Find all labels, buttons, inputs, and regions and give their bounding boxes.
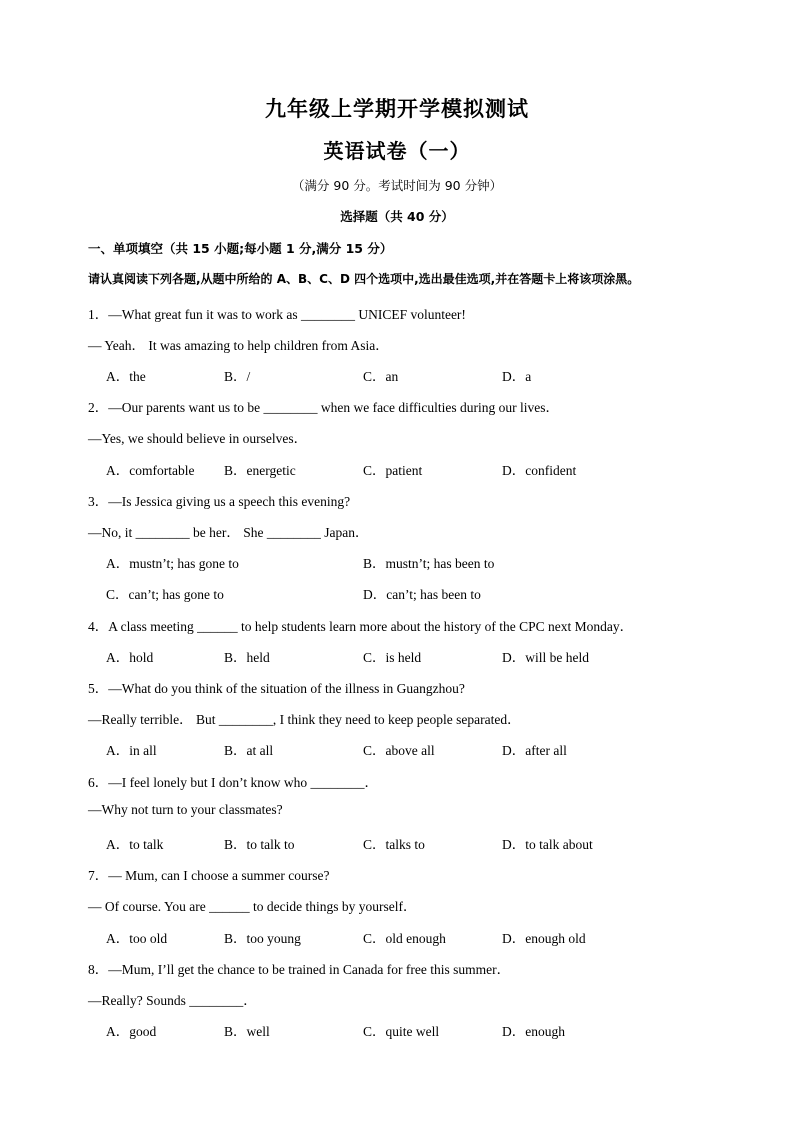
question-5-option-d: D．after all [502, 743, 567, 758]
question-5-option-b: B．at all [224, 743, 274, 758]
question-3-option-a: A．mustn’t; has gone to [106, 556, 239, 571]
question-2-option-c: C．patient [363, 463, 423, 478]
section-heading: 选择题（共 40 分） [340, 209, 454, 224]
question-4-option-a: A．hold [106, 650, 154, 665]
question-7-option-c: C．old enough [363, 931, 446, 946]
question-1-stem: 1．—What great fun it was to work as ________ UNICEF volunteer! [88, 307, 466, 322]
part-heading: 一、单项填空（共 15 小题;每小题 1 分,满分 15 分） [88, 241, 393, 256]
question-6-option-d: D．to talk about [502, 837, 593, 852]
question-4-option-b: B．held [224, 650, 270, 665]
question-6-stem: 6．—I feel lonely but I don’t know who ________． [88, 775, 378, 790]
question-6-reply: —Why not turn to your classmates? [88, 802, 283, 817]
question-7-stem: 7．— Mum, can I choose a summer course? [88, 868, 330, 883]
question-8-option-b: B．well [224, 1024, 270, 1039]
question-5-option-a: A．in all [106, 743, 157, 758]
score-note: （满分 90 分。考试时间为 90 分钟） [291, 178, 503, 193]
question-3-stem: 3．—Is Jessica giving us a speech this evening? [88, 494, 351, 509]
question-6-option-a: A．to talk [106, 837, 164, 852]
instruction-text: 请认真阅读下列各题,从题中所给的 A、B、C、D 四个选项中,选出最佳选项,并在答题卡上将该项涂黑。 [88, 272, 640, 286]
question-3-option-c: C．can’t; has gone to [106, 587, 224, 602]
question-2-option-b: B．energetic [224, 463, 296, 478]
question-7-option-d: D．enough old [502, 931, 586, 946]
question-8-stem: 8．—Mum, I’ll get the chance to be trained in Canada for free this summer． [88, 962, 511, 977]
question-5-reply: —Really terrible． But ________, I think they need to keep people separated． [88, 712, 521, 727]
question-6-option-b: B．to talk to [224, 837, 295, 852]
question-8-reply: —Really? Sounds ________． [88, 993, 257, 1008]
question-2-reply: —Yes, we should believe in ourselves． [88, 431, 308, 446]
question-7-option-b: B．too young [224, 931, 301, 946]
question-4-option-d: D．will be held [502, 650, 589, 665]
question-1-option-b: B．/ [224, 369, 251, 384]
question-7-reply: — Of course. You are ______ to decide things by yourself． [88, 899, 417, 914]
paper-title: 英语试卷（一） [323, 139, 471, 163]
question-1-option-d: D．a [502, 369, 532, 384]
question-1-reply: — Yeah． It was amazing to help children from Asia． [88, 338, 389, 353]
question-2-option-d: D．confident [502, 463, 577, 478]
question-5-option-c: C．above all [363, 743, 435, 758]
question-5-stem: 5．—What do you think of the situation of the illness in Guangzhou? [88, 681, 465, 696]
question-4-option-c: C．is held [363, 650, 422, 665]
question-8-option-d: D．enough [502, 1024, 565, 1039]
question-2-stem: 2．—Our parents want us to be ________ when we face difficulties during our lives． [88, 400, 560, 415]
question-7-option-a: A．too old [106, 931, 168, 946]
question-2-option-a: A．comfortable [106, 463, 195, 478]
question-3-option-b: B．mustn’t; has been to [363, 556, 495, 571]
question-3-reply: —No, it ________ be her． She ________ Japan． [88, 525, 369, 540]
question-4-stem: 4．A class meeting ______ to help students learn more about the history of the CPC next Monday． [88, 619, 634, 634]
question-6-option-c: C．talks to [363, 837, 425, 852]
question-8-option-a: A．good [106, 1024, 157, 1039]
question-8-option-c: C．quite well [363, 1024, 440, 1039]
exam-title: 九年级上学期开学模拟测试 [265, 96, 529, 121]
question-1-option-c: C．an [363, 369, 399, 384]
question-1-option-a: A．the [106, 369, 146, 384]
question-3-option-d: D．can’t; has been to [363, 587, 481, 602]
